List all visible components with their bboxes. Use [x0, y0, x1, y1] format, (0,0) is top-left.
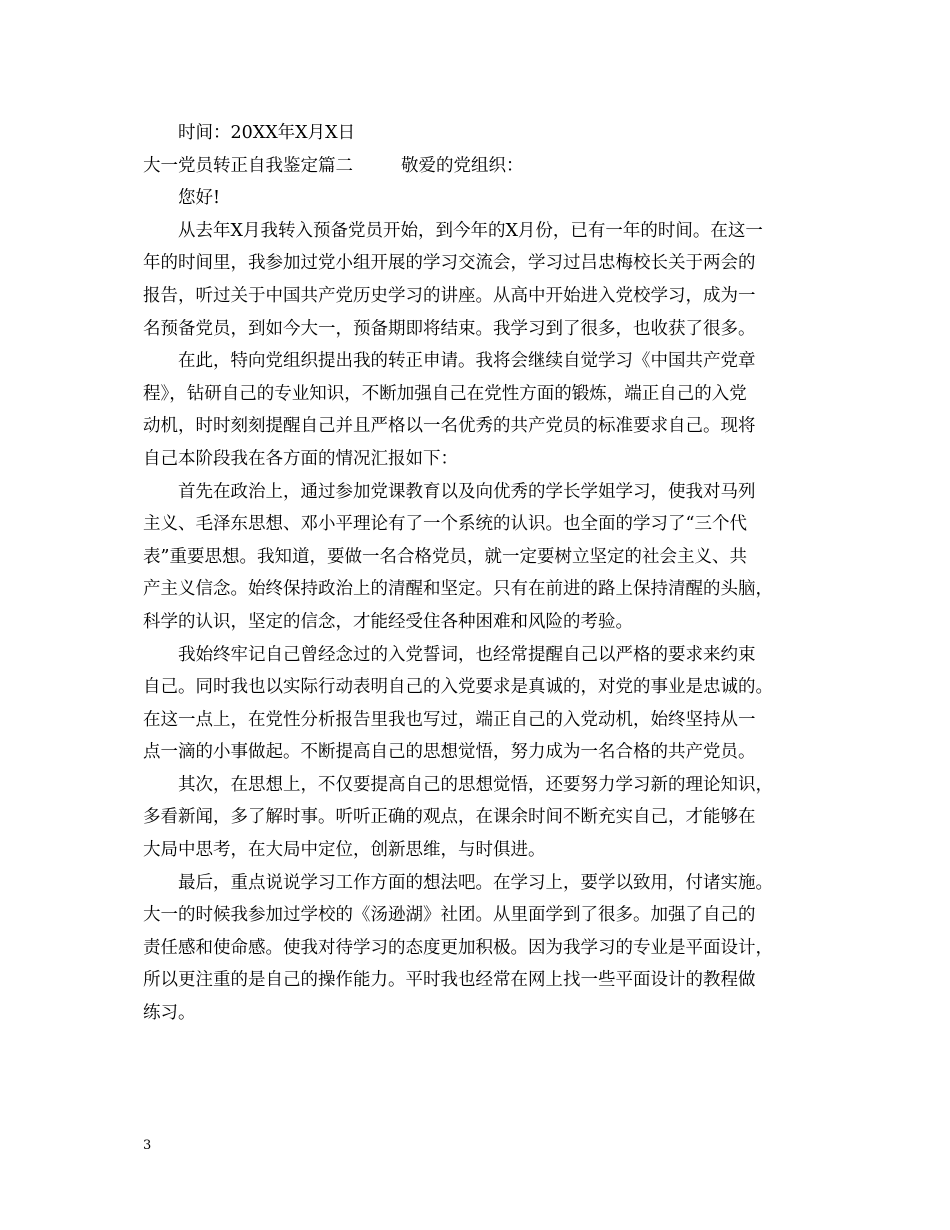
- paragraph-line: 在此，特向党组织提出我的转正申请。我将会继续自觉学习《中国共产党章: [178, 351, 756, 372]
- date-line: 时间：20XX年X月X日: [178, 123, 356, 143]
- paragraph-line: 大局中思考，在大局中定位，创新思维，与时俱进。: [143, 840, 546, 861]
- paragraph-4: [143, 639, 811, 769]
- paragraph-line: 报告，听过关于中国共产党历史学习的讲座。从高中开始进入党校学习，成为一: [143, 285, 756, 306]
- paragraph-line: 自己本阶段我在各方面的情况汇报如下：: [143, 448, 458, 469]
- paragraph-line: 从去年X月我转入预备党员开始，到今年的X月份，已有一年的时间。在这一: [178, 220, 763, 241]
- paragraph-line: 其次，在思想上，不仅要提高自己的思想觉悟，还要努力学习新的理论知识，: [178, 774, 773, 795]
- paragraph-line: 程》，钻研自己的专业知识，不断加强自己在党性方面的锻炼，端正自己的入党: [143, 383, 747, 404]
- paragraph-6: [143, 867, 811, 1030]
- paragraph-line: 责任感和使命感。使我对待学习的态度更加积极。因为我学习的专业是平面设计，: [143, 937, 773, 958]
- paragraph-line: 在这一点上，在党性分析报告里我也写过，端正自己的入党动机，始终坚持从一: [143, 709, 756, 730]
- paragraph-line: 所以更注重的是自己的操作能力。平时我也经常在网上找一些平面设计的教程做: [143, 970, 756, 991]
- paragraph-1: [143, 215, 811, 345]
- paragraph-line: 动机，时时刻刻提醒自己并且严格以一名优秀的共产党员的标准要求自己。现将: [143, 416, 756, 437]
- paragraph-5: [143, 769, 811, 867]
- paragraph-line: 大一的时候我参加过学校的《汤逊湖》社团。从里面学到了很多。加强了自己的: [143, 905, 756, 926]
- paragraph-line: 产主义信念。始终保持政治上的清醒和坚定。只有在前进的路上保持清醒的头脑，: [143, 579, 773, 600]
- heading-line: [143, 150, 811, 183]
- paragraph-2: [143, 345, 811, 475]
- heading-title: 大一党员转正自我鉴定篇二: [143, 155, 353, 176]
- paragraph-line: 我始终牢记自己曾经念过的入党誓词，也经常提醒自己以严格的要求来约束: [178, 644, 756, 665]
- paragraph-line: 科学的认识，坚定的信念，才能经受住各种困难和风险的考验。: [143, 611, 633, 632]
- paragraph-line: 练习。: [143, 1003, 196, 1024]
- paragraph-line: 最后，重点说说学习工作方面的想法吧。在学习上，要学以致用，付诸实施。: [178, 872, 773, 893]
- paragraph-line: 点一滴的小事做起。不断提高自己的思想觉悟，努力成为一名合格的共产党员。: [143, 742, 756, 763]
- greeting: 您好!: [178, 188, 221, 209]
- paragraph-line: 年的时间里，我参加过党小组开展的学习交流会，学习过吕忠梅校长关于两会的: [143, 253, 756, 274]
- page-number: 3: [143, 1138, 152, 1153]
- paragraph-line: 首先在政治上，通过参加党课教育以及向优秀的学长学姐学习，使我对马列: [178, 481, 756, 502]
- salutation: 敬爱的党组织：: [401, 155, 524, 176]
- paragraph-3: [143, 476, 811, 639]
- paragraph-line: 主义、毛泽东思想、邓小平理论有了一个系统的认识。也全面的学习了“三个代: [143, 514, 747, 535]
- paragraph-line: 名预备党员，到如今大一，预备期即将结束。我学习到了很多，也收获了很多。: [143, 318, 756, 339]
- paragraph-line: 自己。同时我也以实际行动表明自己的入党要求是真诚的，对党的事业是忠诚的。: [143, 677, 773, 698]
- paragraph-line: 多看新闻，多了解时事。听听正确的观点，在课余时间不断充实自己，才能够在: [143, 807, 756, 828]
- document-body: [143, 117, 811, 1030]
- paragraph-line: 表”重要思想。我知道，要做一名合格党员，就一定要树立坚定的社会主义、共: [143, 546, 747, 567]
